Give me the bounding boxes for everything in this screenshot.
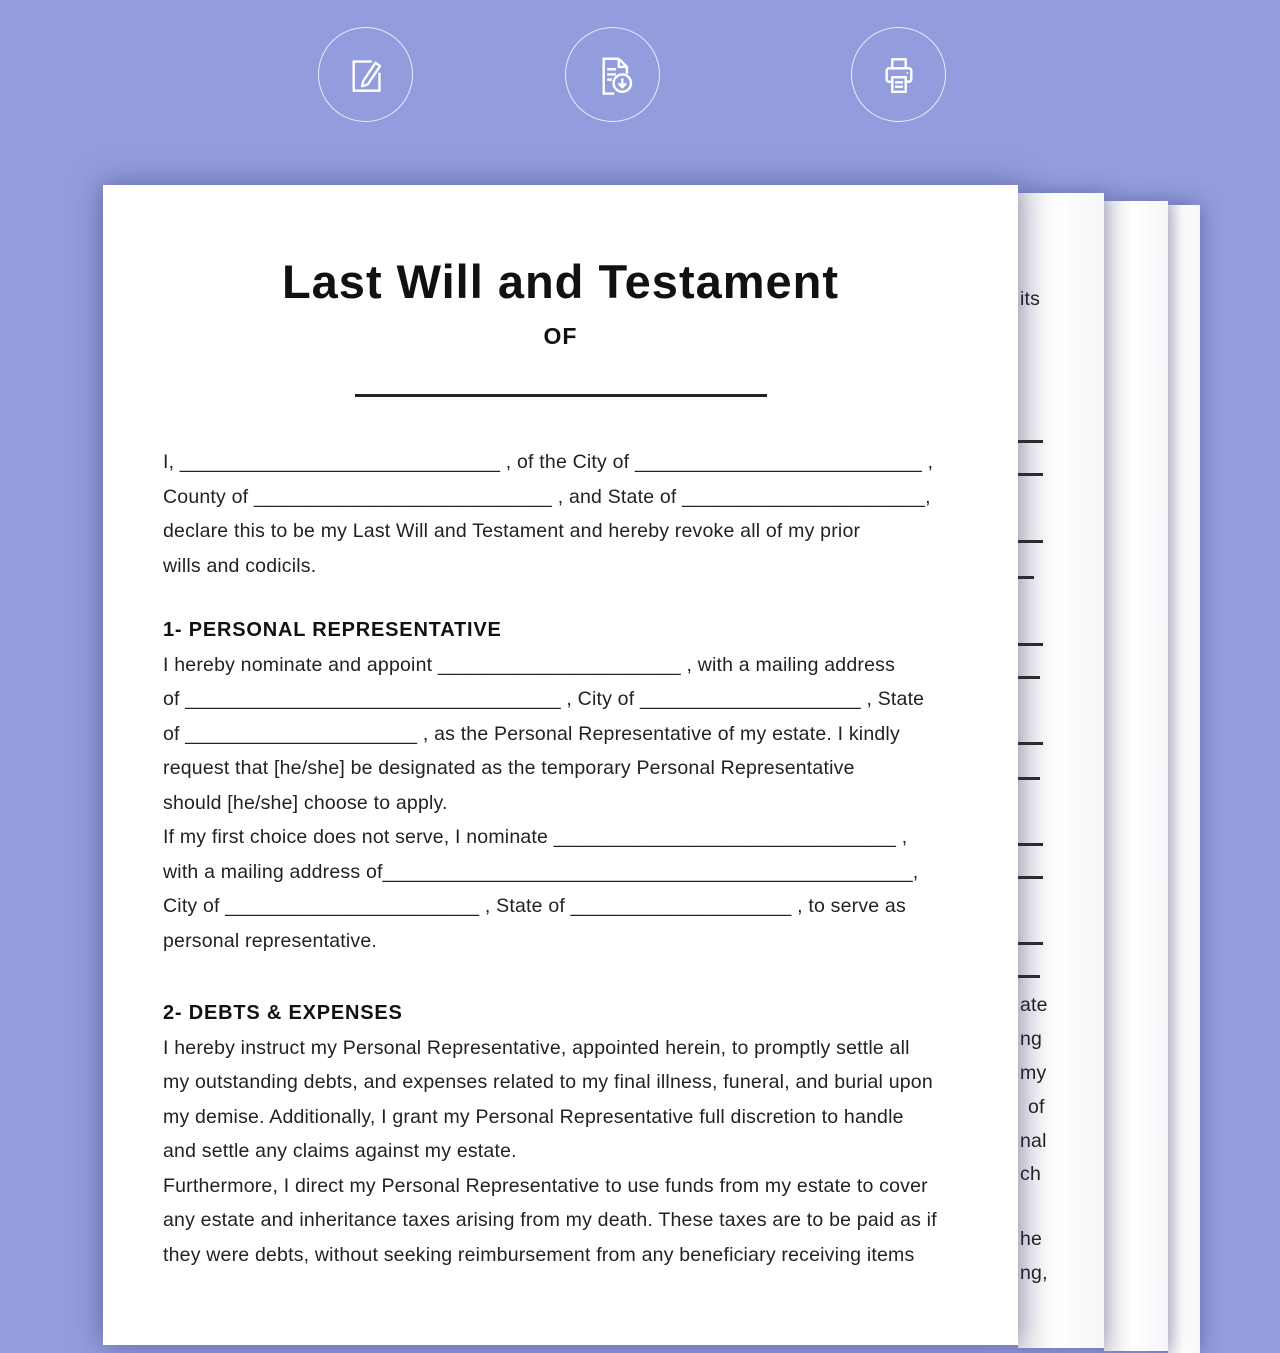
page2-text-fragment: ng, — [1020, 1262, 1048, 1284]
name-blank-line — [355, 394, 767, 397]
page2-blank-line-end — [1018, 843, 1043, 846]
doc-line: If my first choice does not serve, I nominate _______________________________ , — [163, 826, 908, 848]
page2-blank-line-end — [1018, 942, 1043, 945]
doc-line: personal representative. — [163, 929, 378, 952]
stacked-page-4 — [1168, 205, 1200, 1353]
page2-text-fragment: ch — [1020, 1163, 1041, 1185]
page2-blank-line-end — [1018, 440, 1043, 443]
page2-blank-line-end — [1018, 742, 1043, 745]
document-title: Last Will and Testament — [281, 255, 840, 308]
doc-line: Furthermore, I direct my Personal Representative to use funds from my estate to cover — [163, 1174, 928, 1197]
doc-line: and settle any claims against my estate. — [163, 1140, 517, 1162]
doc-line: should [he/she] choose to apply. — [163, 791, 448, 814]
doc-line: County of ___________________________ , and State of ______________________, — [163, 485, 931, 508]
document-subtitle: OF — [543, 323, 578, 349]
doc-line: wills and codicils. — [163, 554, 317, 577]
section-2-paragraph — [163, 1031, 958, 1273]
section-1-paragraph — [163, 648, 958, 959]
page2-text-fragment: my — [1020, 1062, 1047, 1084]
page2-text-fragment: he — [1020, 1228, 1043, 1250]
doc-line: I hereby nominate and appoint ______________________ , with a mailing address — [163, 653, 896, 676]
download-document-icon — [584, 46, 642, 104]
page2-blank-line-end — [1018, 777, 1040, 780]
page2-blank-line-end — [1018, 643, 1043, 646]
will-document-page — [103, 185, 1018, 1345]
edit-document-button[interactable] — [318, 27, 413, 122]
doc-line: of _____________________ , as the Personal Representative of my estate. I kindly — [163, 722, 900, 745]
page2-blank-line-end — [1018, 473, 1043, 476]
section-2-heading: 2- DEBTS & EXPENSES — [163, 1002, 403, 1024]
doc-line: they were debts, without seeking reimbursement from any beneficiary receiving items — [163, 1243, 915, 1266]
doc-line: my demise. Additionally, I grant my Personal Representative full discretion to handle — [163, 1105, 904, 1128]
doc-line: declare this to be my Last Will and Testament and hereby revoke all of my prior — [163, 520, 861, 542]
page2-blank-line-end — [1018, 876, 1043, 879]
intro-paragraph — [163, 445, 958, 583]
doc-line: any estate and inheritance taxes arising from my death. These taxes are to be paid as if — [163, 1209, 937, 1231]
page2-text-fragment: of — [1028, 1096, 1045, 1118]
doc-line: my outstanding debts, and expenses related to my final illness, funeral, and burial upon — [163, 1071, 933, 1093]
doc-line: request that [he/she] be designated as the temporary Personal Representative — [163, 757, 855, 779]
print-document-button[interactable] — [851, 27, 946, 122]
section-1-heading: 1- PERSONAL REPRESENTATIVE — [163, 619, 502, 641]
doc-line: I, _____________________________ , of the City of __________________________ , — [163, 451, 934, 473]
stacked-page-3 — [1104, 201, 1168, 1351]
page2-text-fragment: its — [1020, 288, 1041, 310]
edit-document-icon — [338, 47, 394, 103]
print-document-icon — [871, 47, 927, 103]
download-document-button[interactable] — [565, 27, 660, 122]
page2-text-fragment: nal — [1020, 1130, 1047, 1152]
doc-line: City of _______________________ , State of ____________________ , to serve as — [163, 895, 906, 917]
page2-text-fragment: ng — [1020, 1028, 1043, 1050]
stacked-page-2 — [1018, 193, 1104, 1348]
page2-blank-line-end — [1018, 676, 1040, 679]
page2-blank-line-end — [1018, 975, 1040, 978]
page2-text-fragment: ate — [1020, 994, 1048, 1016]
doc-line: I hereby instruct my Personal Representative, appointed herein, to promptly settle all — [163, 1036, 910, 1059]
doc-line: of __________________________________ , City of ____________________ , State — [163, 688, 925, 710]
page2-blank-line-end — [1018, 576, 1034, 579]
doc-line: with a mailing address of________________________________________________, — [163, 860, 919, 883]
page2-blank-line-end — [1018, 540, 1043, 543]
